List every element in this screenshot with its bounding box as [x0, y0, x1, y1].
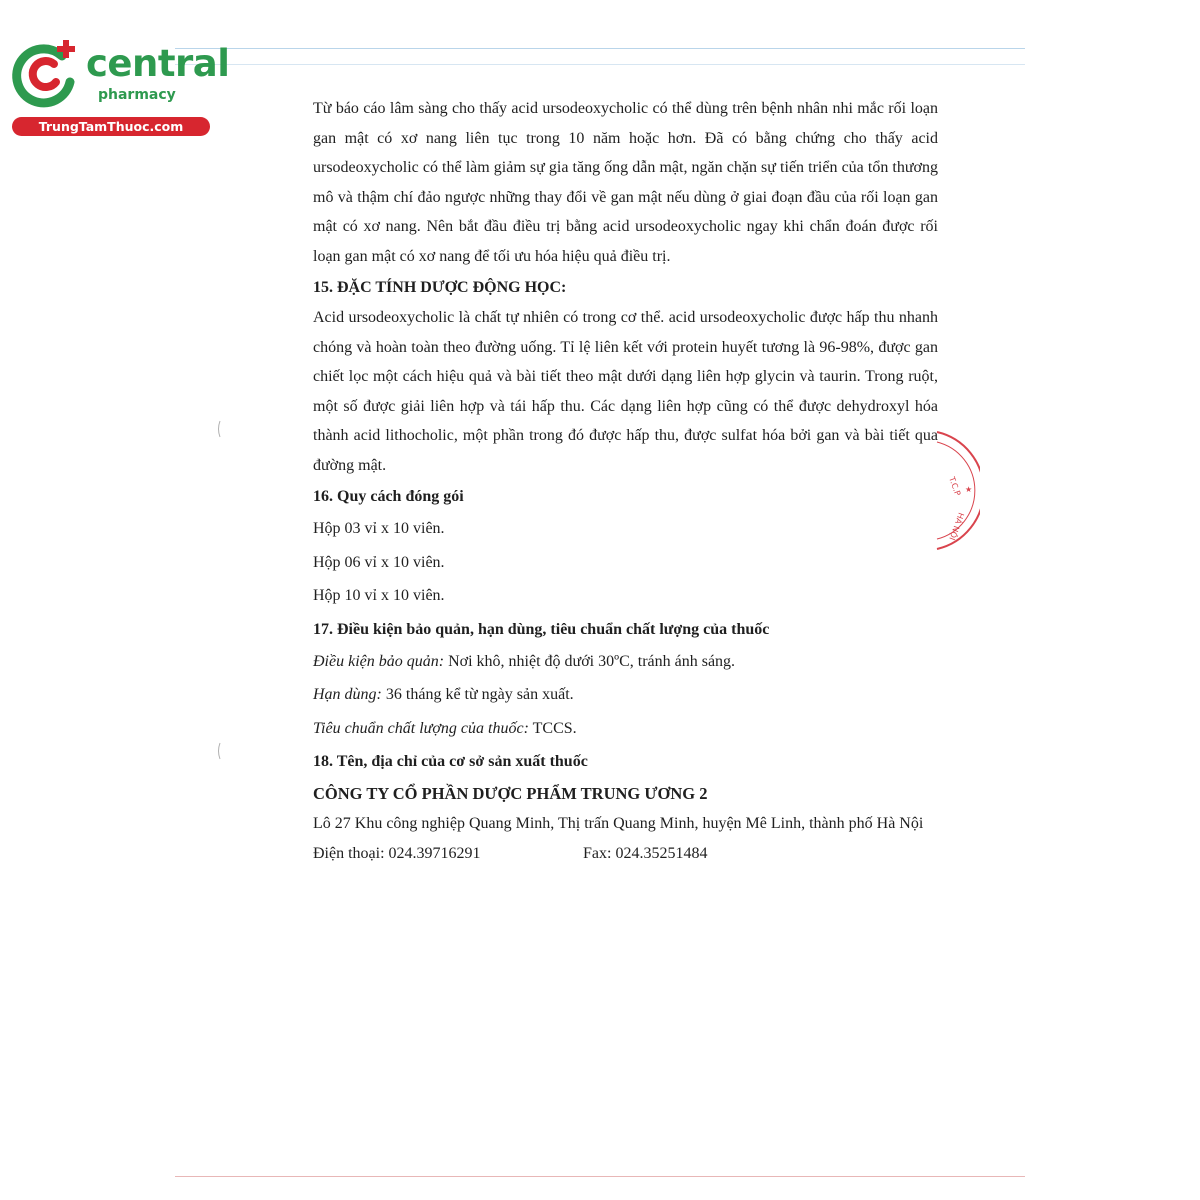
contact-row [313, 838, 938, 870]
quality-standard [313, 712, 938, 746]
brand-website-link[interactable]: TrungTamThuoc.com [12, 117, 210, 136]
svg-text:T.C.P: T.C.P [947, 475, 963, 497]
brand-name: central [86, 42, 230, 85]
company-stamp-icon [935, 428, 980, 553]
quality-standard-value: TCCS. [528, 719, 577, 737]
storage-label: Điều kiện bảo quản: [313, 652, 445, 670]
scan-edge-mark-icon [216, 742, 222, 760]
section-18-heading: 18. Tên, địa chỉ của cơ sở sản xuất thuốc [313, 753, 588, 770]
brand-tagline: pharmacy [98, 87, 176, 103]
document-body [313, 94, 938, 870]
scan-edge-mark-icon [216, 420, 222, 438]
shelf-life-value: 36 tháng kể từ ngày sản xuất. [381, 686, 574, 703]
manufacturer-name: CÔNG TY CỔ PHẦN DƯỢC PHẨM TRUNG ƯƠNG 2 [313, 784, 708, 803]
packaging-item: Hộp 03 vỉ x 10 viên. [313, 520, 445, 537]
section-17-heading: 17. Điều kiện bảo quản, hạn dùng, tiêu chuẩn chất lượng của thuốc [313, 620, 770, 638]
header-rule [175, 48, 1025, 49]
packaging-item: Hộp 06 vỉ x 10 viên. [313, 553, 445, 571]
storage-value: Nơi khô, nhiệt độ dưới 30ºC, tránh ánh sáng. [444, 652, 736, 670]
footer-rule [175, 1176, 1025, 1177]
section-15-heading: 15. ĐẶC TÍNH DƯỢC ĐỘNG HỌC: [313, 279, 567, 296]
manufacturer-address: Lô 27 Khu công nghiệp Quang Minh, Thị trấn Quang Minh, huyện Mê Linh, thành phố Hà Nội [313, 815, 924, 832]
svg-text:HÀ NỘI: HÀ NỘI [947, 511, 966, 542]
storage-conditions [313, 645, 938, 679]
section-16-heading: 16. Quy cách đóng gói [313, 488, 464, 505]
intro-paragraph: Từ báo cáo lâm sàng cho thấy acid ursodeoxycholic có thể dùng trên bệnh nhân nhi mắc rối loạn gan mật có xơ nang liên tục trong 10 năm hoặc hơn. Đã có bằng chứng cho thấy acid ursodeoxycholic có thể làm giảm sự gia tăng ống dẫn mật, ngăn chặn sự tiến triển của tổn thương mô và thậm chí đảo ngược những thay đổi về gan mật nếu dùng ở giai đoạn đầu của rối loạn gan mật có xơ nang. Nên bắt đầu điều trị bằng acid ursodeoxycholic ngay khi chẩn đoán được rối loạn gan mật có xơ nang để tối ưu hóa hiệu quả điều trị. [313, 100, 938, 265]
svg-text:★: ★ [965, 485, 973, 494]
central-pharmacy-logo[interactable] [10, 36, 230, 136]
shelf-life-label: Hạn dùng: [313, 686, 382, 703]
header-rule-secondary [175, 64, 1025, 65]
quality-standard-label: Tiêu chuẩn chất lượng của thuốc: [313, 719, 529, 737]
packaging-item: Hộp 10 vỉ x 10 viên. [313, 587, 445, 604]
section-15-body: Acid ursodeoxycholic là chất tự nhiên có trong cơ thể. acid ursodeoxycholic được hấp thu nhanh chóng và hoàn toàn theo đường uống. Tỉ lệ liên kết với protein huyết tương là 96-98%, được gan chiết lọc một cách hiệu quả và bài tiết theo mật dưới dạng liên hợp glycin và taurin. Trong ruột, một số được giải liên hợp và tái hấp thu. Các dạng liên hợp cũng có thể được dehydroxyl hóa thành acid lithocholic, một phần trong đó được hấp thu, được sulfat hóa bởi gan và bài tiết qua đường mật. [313, 309, 938, 474]
phone-number: Điện thoại: 024.39716291 [313, 845, 481, 862]
shelf-life [313, 678, 938, 712]
pharmacy-cross-logo-icon [10, 38, 80, 108]
fax-number: Fax: 024.35251484 [583, 845, 708, 862]
